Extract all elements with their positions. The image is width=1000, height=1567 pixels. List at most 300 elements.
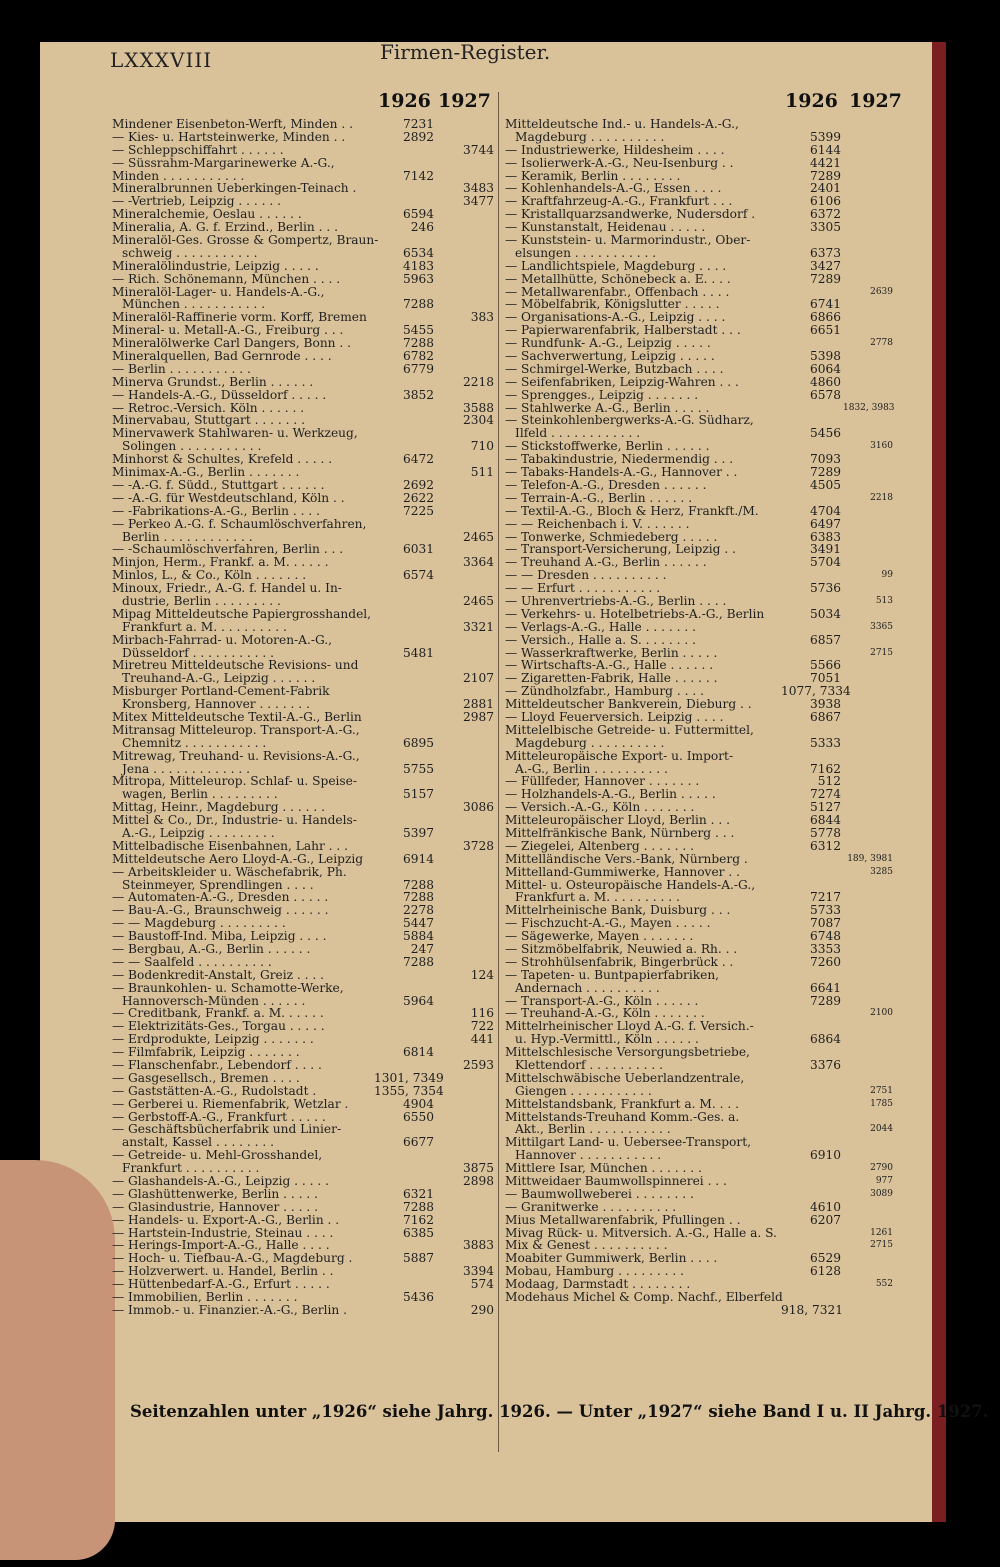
register-entry (112, 466, 492, 479)
entry-name: Mittel & Co., Dr., Industrie- u. Handels- (112, 813, 357, 828)
entry-1926-ref: 6312 (809, 838, 841, 853)
entry-name: — Transport-A.-G., Köln . . . . . . (505, 993, 699, 1008)
entry-name: Hannover . . . . . . . . . . . (515, 1148, 662, 1163)
entry-1926-ref: 7051 (809, 671, 841, 686)
footer-note: Seitenzahlen unter „1926“ siehe Jahrg. 1926. — Unter „1927“ siehe Band I u. II Jahrg. 1927. (130, 1402, 989, 1421)
entry-name: — Glashandels-A.-G., Leipzig . . . . . (112, 1174, 330, 1189)
entry-name: — Holzhandels-A.-G., Berlin . . . . . (505, 787, 716, 802)
register-entry (505, 853, 900, 866)
register-entry (112, 376, 492, 389)
entry-1927-ref: 441 (470, 1032, 494, 1047)
register-entry (112, 1304, 492, 1317)
entry-1926-ref: 6864 (809, 1032, 841, 1047)
register-entry (112, 595, 492, 608)
register-entry (505, 1188, 900, 1201)
entry-name: — Süssrahm-Margarinewerke A.-G., (112, 155, 335, 170)
entry-1926-ref: 3491 (809, 542, 841, 557)
entry-name: Jena . . . . . . . . . . . . . (122, 761, 250, 776)
entry-name: — Seifenfabriken, Leipzig-Wahren . . . (505, 374, 739, 389)
entry-name: Minoux, Friedr., A.-G. f. Handel u. In- (112, 581, 342, 596)
register-entry (505, 118, 900, 131)
entry-1926-ref: 4505 (809, 477, 841, 492)
entry-1927-ref: 2881 (462, 697, 494, 712)
entry-1927-ref: 2304 (462, 413, 494, 428)
entry-name: Modaag, Darmstadt . . . . . . . . (505, 1277, 691, 1292)
entry-1927-ref: 3086 (462, 800, 494, 815)
entry-name: — Flanschenfabr., Lebendorf . . . . (112, 1058, 322, 1073)
register-entry (505, 1072, 900, 1085)
entry-1926-ref: 6144 (809, 142, 841, 157)
entry-1927-ref: 99 (881, 570, 893, 581)
entry-name: — Metallwarenfabr., Offenbach . . . . (505, 284, 730, 299)
register-entry (112, 982, 492, 995)
entry-1926-ref: 6641 (809, 980, 841, 995)
register-entry (505, 1214, 900, 1227)
entry-1926-ref: 7288 (402, 1199, 434, 1214)
entry-name: Minimax-A.-G., Berlin . . . . . . . (112, 465, 300, 480)
entry-name: — Kristallquarzsandwerke, Nudersdorf . (505, 207, 756, 222)
register-entry (505, 1175, 900, 1188)
entry-name: — Kunstanstalt, Heidenau . . . . . (505, 220, 706, 235)
entry-name: — Terrain-A.-G., Berlin . . . . . . (505, 490, 693, 505)
entry-name: — Gerbstoff-A.-G., Frankfurt . . . . . (112, 1109, 326, 1124)
entry-1926-ref: 5566 (809, 658, 841, 673)
entry-1926-ref: 7288 (402, 954, 434, 969)
entry-1927-ref: 124 (470, 967, 494, 982)
entry-1926-ref: 5778 (809, 825, 841, 840)
entry-1926-ref: 7260 (809, 954, 841, 969)
register-entry (112, 1291, 492, 1304)
entry-1926-ref: 512 (817, 774, 841, 789)
entry-1926-ref: 5447 (402, 916, 434, 931)
entry-name: — Stickstoffwerke, Berlin . . . . . . (505, 439, 710, 454)
entry-1926-ref: 7289 (809, 465, 841, 480)
register-entry (112, 827, 492, 840)
register-entry (112, 479, 492, 492)
register-entry (505, 1085, 900, 1098)
register-entry (505, 608, 900, 621)
entry-1926-ref: 4860 (809, 374, 841, 389)
register-entry (112, 363, 492, 376)
register-entry (112, 234, 492, 247)
entry-name: — Erdprodukte, Leipzig . . . . . . . (112, 1032, 314, 1047)
entry-name: — Zigaretten-Fabrik, Halle . . . . . . (505, 671, 718, 686)
entry-name: anstalt, Kassel . . . . . . . . (122, 1135, 275, 1150)
entry-1926-ref: 3376 (809, 1058, 841, 1073)
entry-name: — Glashüttenwerke, Berlin . . . . . (112, 1186, 318, 1201)
entry-1927-ref: 511 (470, 465, 494, 480)
entry-1926-ref: 4421 (809, 155, 841, 170)
page-title: Firmen-Register. (380, 40, 551, 64)
entry-1926-ref: 6031 (402, 542, 434, 557)
entry-name: — Verkehrs- u. Hotelbetriebs-A.-G., Berlin (505, 606, 765, 621)
register-entry (112, 260, 492, 273)
entry-1926-ref: 3938 (809, 697, 841, 712)
entry-1927-ref: 116 (470, 1006, 494, 1021)
register-entry (112, 1175, 492, 1188)
entry-name: Miretreu Mitteldeutsche Revisions- und (112, 658, 359, 673)
entry-name: Minden . . . . . . . . . . . (112, 168, 245, 183)
entry-name: Frankfurt . . . . . . . . . . (122, 1161, 260, 1176)
entry-1926-ref: 6779 (402, 361, 434, 376)
entry-1926-ref: 6550 (402, 1109, 434, 1124)
entry-1926-ref: 7087 (809, 916, 841, 931)
entry-1926-ref: 5034 (809, 606, 841, 621)
entry-name: Mittag, Heinr., Magdeburg . . . . . . (112, 800, 326, 815)
register-entry (112, 1188, 492, 1201)
column-divider (498, 92, 499, 1452)
entry-1926-ref: 5436 (402, 1290, 434, 1305)
entry-1927-ref: 977 (875, 1176, 893, 1187)
entry-name: — Immobilien, Berlin . . . . . . . (112, 1290, 298, 1305)
register-entry (112, 350, 492, 363)
entry-name: — Telefon-A.-G., Dresden . . . . . . (505, 477, 707, 492)
entry-name: A.-G., Berlin . . . . . . . . . . (515, 761, 668, 776)
entry-name: Mittelländische Vers.-Bank, Nürnberg . (505, 851, 748, 866)
entry-1926-ref: 7288 (402, 297, 434, 312)
entry-name: — Ziegelei, Altenberg . . . . . . . (505, 838, 694, 853)
register-entry (505, 750, 900, 763)
entry-1926-ref: 4904 (402, 1096, 434, 1111)
entry-1927-ref: 2639 (870, 286, 893, 297)
entry-name: elsungen . . . . . . . . . . . (515, 245, 657, 260)
entry-1926-ref: 6844 (809, 813, 841, 828)
entry-name: — Hoch- u. Tiefbau-A.-G., Magdeburg . (112, 1251, 353, 1266)
register-entry (505, 969, 900, 982)
entry-name: Mittel- u. Osteuropäische Handels-A.-G., (505, 877, 756, 892)
page-number: LXXXVIII (110, 48, 213, 72)
entry-name: — Hartstein-Industrie, Steinau . . . . (112, 1225, 334, 1240)
register-entry (505, 157, 900, 170)
register-entry (112, 853, 492, 866)
left-year-header (112, 90, 492, 118)
register-entry (112, 505, 492, 518)
entry-name: — Sachverwertung, Leipzig . . . . . (505, 349, 715, 364)
entry-name: — Bodenkredit-Anstalt, Greiz . . . . (112, 967, 325, 982)
entry-name: — Lloyd Feuerversich. Leipzig . . . . (505, 709, 724, 724)
entry-1927-ref: 722 (470, 1019, 494, 1034)
entry-1927-ref: 2715 (870, 1240, 893, 1251)
entry-name: — Handels- u. Export-A.-G., Berlin . . (112, 1212, 340, 1227)
register-entry (112, 1059, 492, 1072)
entry-1926-ref: 5963 (402, 271, 434, 286)
register-entry (505, 1201, 900, 1214)
register-entry (505, 1291, 900, 1304)
entry-1926-ref: 5704 (809, 555, 841, 570)
entry-name: Magdeburg . . . . . . . . . . (515, 735, 665, 750)
entry-1926-ref: 2892 (402, 129, 434, 144)
entry-name: Minervawerk Stahlwaren- u. Werkzeug, (112, 426, 358, 441)
register-entry (505, 982, 900, 995)
register-entry (505, 131, 900, 144)
entry-name: — Getreide- u. Mehl-Grosshandel, (112, 1148, 323, 1163)
register-entry (505, 711, 900, 724)
entry-1927-ref: 2100 (870, 1008, 893, 1019)
entry-1927-ref: 2465 (462, 593, 494, 608)
entry-name: — Treuhand A.-G., Berlin . . . . . . (505, 555, 707, 570)
entry-name: schweig . . . . . . . . . . . (122, 245, 258, 260)
entry-1926-ref: 5157 (402, 787, 434, 802)
register-entry (112, 1201, 492, 1214)
entry-name: Giengen . . . . . . . . . . . (515, 1083, 652, 1098)
entry-1926-ref: 5755 (402, 761, 434, 776)
entry-name: Treuhand-A.-G., Leipzig . . . . . . (122, 671, 316, 686)
register-entry (112, 157, 492, 170)
entry-1927-ref: 3883 (462, 1238, 494, 1253)
entry-1927-ref: 2715 (870, 647, 893, 658)
entry-name: — — Erfurt . . . . . . . . . . . (505, 581, 661, 596)
register-entry (505, 840, 900, 853)
entry-1926-ref: 4610 (809, 1199, 841, 1214)
entry-name: Mobau, Hamburg . . . . . . . . . (505, 1264, 684, 1279)
entry-name: — Sitzmöbelfabrik, Neuwied a. Rh. . . (505, 942, 738, 956)
entry-name: — Bau-A.-G., Braunschweig . . . . . . (112, 903, 329, 918)
entry-name: Modehaus Michel & Comp. Nachf., Elberfeld (505, 1290, 783, 1305)
entry-name: Mineralquellen, Bad Gernrode . . . . (112, 349, 332, 364)
entry-name: München . . . . . . . . . . . (122, 297, 266, 312)
entry-1927-ref: 1832, 3983 (843, 402, 895, 413)
register-entry (505, 350, 900, 363)
entry-name: Mindener Eisenbeton-Werft, Minden . . (112, 117, 353, 131)
entry-1926-ref: 2692 (402, 477, 434, 492)
entry-name: Mineralölindustrie, Leipzig . . . . . (112, 258, 319, 273)
entry-1926-ref: 6748 (809, 929, 841, 944)
entry-name: Chemnitz . . . . . . . . . . . (122, 735, 267, 750)
entry-1926-ref: 6594 (402, 207, 434, 222)
entry-1926-ref: 7231 (402, 117, 434, 131)
entry-name: — Möbelfabrik, Königslutter . . . . . (505, 297, 720, 312)
entry-1927-ref: 3321 (462, 619, 494, 634)
register-entry (505, 518, 900, 531)
register-entry (112, 389, 492, 402)
entry-name: — Sägewerke, Mayen . . . . . . . (505, 929, 694, 944)
register-entry (112, 492, 492, 505)
entry-name: Minlos, L., & Co., Köln . . . . . . . (112, 568, 307, 583)
entry-1926-ref: 2278 (402, 903, 434, 918)
entry-name: — Uhrenvertriebs-A.-G., Berlin . . . . (505, 593, 727, 608)
register-entry (112, 608, 492, 621)
entry-1926-ref: 5127 (809, 800, 841, 815)
entry-1926-ref: 6782 (402, 349, 434, 364)
entry-name: Mittweidaer Baumwollspinnerei . . . (505, 1174, 727, 1189)
entry-name: Mitteleuropäischer Lloyd, Berlin . . . (505, 813, 730, 828)
entry-1927-ref: 513 (875, 595, 893, 606)
entry-name: Minjon, Herm., Frankf. a. M. . . . . . (112, 555, 329, 570)
entry-name: — Granitwerke . . . . . . . . . . (505, 1199, 677, 1214)
entry-1927-ref: 3875 (462, 1161, 494, 1176)
entry-name: Mineralbrunnen Ueberkingen-Teinach . (112, 181, 357, 196)
entry-name: Mittelrheinische Bank, Duisburg . . . (505, 903, 731, 918)
left-year-1926: 1926 (378, 90, 431, 112)
register-entry (505, 466, 900, 479)
entry-name: — Papierwarenfabrik, Halberstadt . . . (505, 323, 741, 338)
register-entry (112, 737, 492, 750)
entry-name: — Textil-A.-G., Bloch & Herz, Frankft./M. (505, 503, 759, 518)
register-entry (112, 711, 492, 724)
entry-name: Mittelfränkische Bank, Nürnberg . . . (505, 825, 735, 840)
entry-1926-ref: 6578 (809, 387, 841, 402)
register-entry (112, 1214, 492, 1227)
entry-1926-ref: 6497 (809, 516, 841, 531)
entry-1927-ref: 2044 (870, 1124, 893, 1135)
entry-1927-ref: 3089 (870, 1188, 893, 1199)
entry-name: Frankfurt a. M. . . . . . . . . . (122, 619, 287, 634)
register-entry (112, 969, 492, 982)
entry-1927-ref: 290 (470, 1302, 494, 1317)
entry-name: — Wasserkraftwerke, Berlin . . . . . (505, 645, 718, 660)
entry-1926-ref: 5456 (809, 426, 841, 441)
right-year-header (505, 90, 900, 118)
entry-name: Mivag Rück- u. Mitversich. A.-G., Halle a. S. (505, 1225, 777, 1240)
register-entry (505, 827, 900, 840)
entry-name: — Holzverwert. u. Handel, Berlin . . (112, 1264, 334, 1279)
entry-name: — Wirtschafts-A.-G., Halle . . . . . . (505, 658, 714, 673)
entry-name: — Strohhülsenfabrik, Bingerbrück . . (505, 954, 734, 969)
entry-1927-ref: 2218 (870, 492, 893, 503)
entry-name: Mittelschlesische Versorgungsbetriebe, (505, 1045, 750, 1060)
entry-1926-ref: 5733 (809, 903, 841, 918)
entry-1926-ref: 7162 (402, 1212, 434, 1227)
entry-name: — Kohlenhandels-A.-G., Essen . . . . (505, 181, 722, 196)
right-column (505, 90, 900, 1317)
entry-name: Mix & Genest . . . . . . . . . . (505, 1238, 668, 1253)
entry-1926-ref: 6910 (809, 1148, 841, 1163)
entry-name: — Creditbank, Frankf. a. M. . . . . . (112, 1006, 324, 1021)
register-entry (112, 273, 492, 286)
right-year-1926: 1926 (785, 90, 838, 112)
entry-name: — Geschäftsbücherfabrik und Linier- (112, 1122, 342, 1137)
entry-name: — Bergbau, A.-G., Berlin . . . . . . (112, 942, 311, 956)
entry-1926-ref: 5455 (402, 323, 434, 338)
register-entry (505, 1059, 900, 1072)
entry-1926-ref: 5333 (809, 735, 841, 750)
entry-name: — Fischzucht-A.-G., Mayen . . . . . (505, 916, 711, 931)
entry-name: Mitteldeutsche Ind.- u. Handels-A.-G., (505, 117, 739, 131)
entry-name: Mitrewag, Treuhand- u. Revisions-A.-G., (112, 748, 360, 763)
entry-1927-ref: 2593 (462, 1058, 494, 1073)
entry-name: — Kunststein- u. Marmorindustr., Ober- (505, 233, 751, 248)
entry-name: — Baustoff-Ind. Miba, Leipzig . . . . (112, 929, 327, 944)
entry-name: — Perkeo A.-G. f. Schaumlöschverfahren, (112, 516, 367, 531)
register-entry (505, 1304, 900, 1317)
entry-name: Misburger Portland-Cement-Fabrik (112, 684, 330, 699)
entry-1926-ref: 7289 (809, 168, 841, 183)
entry-1926-ref: 6372 (809, 207, 841, 222)
entry-name: Mitransag Mitteleurop. Transport-A.-G., (112, 722, 360, 737)
entry-1927-ref: 710 (470, 439, 494, 454)
register-entry (112, 943, 492, 956)
entry-1926-ref: 2622 (402, 490, 434, 505)
entry-name: — Glasindustrie, Hannover . . . . . (112, 1199, 319, 1214)
entry-name: — Immob.- u. Finanzier.-A.-G., Berlin . (112, 1302, 348, 1317)
entry-1926-ref: 3427 (809, 258, 841, 273)
entry-name: Mirbach-Fahrrad- u. Motoren-A.-G., (112, 632, 333, 647)
entry-name: Mitteldeutsche Aero Lloyd-A.-G., Leipzig (112, 851, 364, 866)
register-entry (505, 247, 900, 260)
register-entry (112, 144, 492, 157)
entry-1926-ref: 7288 (402, 877, 434, 892)
entry-name: wagen, Berlin . . . . . . . . . (122, 787, 278, 802)
entry-1926-ref: 7225 (402, 503, 434, 518)
entry-name: Mineral- u. Metall-A.-G., Freiburg . . . (112, 323, 344, 338)
left-column (112, 90, 492, 1317)
register-entry (505, 956, 900, 969)
entry-1926-ref: 5736 (809, 581, 841, 596)
entry-1926-ref: 5397 (402, 825, 434, 840)
entry-1926-ref: 246 (410, 220, 434, 235)
entry-1927-ref: 383 (470, 310, 494, 325)
entry-1926-ref: 5481 (402, 645, 434, 660)
register-entry (505, 737, 900, 750)
entry-name: — Berlin . . . . . . . . . . . (112, 361, 251, 376)
entry-name: Mittilgart Land- u. Uebersee-Transport, (505, 1135, 751, 1150)
entry-name: Berlin . . . . . . . . . . . . (122, 529, 253, 544)
entry-name: Minerva Grundst., Berlin . . . . . . (112, 374, 314, 389)
entry-1926-ref: 7162 (809, 761, 841, 776)
register-entry (505, 505, 900, 518)
register-entry (505, 724, 900, 737)
entry-name: — -Vertrieb, Leipzig . . . . . . (112, 194, 282, 209)
entry-name: Kronsberg, Hannover . . . . . . . (122, 697, 310, 712)
entry-1926-ref: 6914 (402, 851, 434, 866)
entry-name: Mittelschwäbische Ueberlandzentrale, (505, 1070, 745, 1085)
entry-name: — Verlags-A.-G., Halle . . . . . . . (505, 619, 696, 634)
entry-1927-ref: 2465 (462, 529, 494, 544)
entry-name: Mittelstandsbank, Frankfurt a. M. . . . (505, 1096, 740, 1111)
register-entry (112, 1072, 492, 1085)
entry-name: — Gerberei u. Riemenfabrik, Wetzlar . (112, 1096, 349, 1111)
entry-1926-ref: 918, 7321 (781, 1302, 844, 1317)
entry-name: Mittelland-Gummiwerke, Hannover . . (505, 864, 740, 879)
entry-name: — Baumwollweberei . . . . . . . . (505, 1186, 694, 1201)
entry-name: — — Reichenbach i. V. . . . . . . (505, 516, 690, 531)
entry-name: — -Fabrikations-A.-G., Berlin . . . . (112, 503, 320, 518)
right-year-1927: 1927 (849, 90, 902, 112)
register-entry (112, 724, 492, 737)
entry-name: Mineralia, A. G. f. Erzind., Berlin . . . (112, 220, 338, 235)
entry-1927-ref: 189, 3981 (847, 853, 893, 864)
entry-name: — -A.-G. f. Südd., Stuttgart . . . . . . (112, 477, 325, 492)
register-entry (505, 363, 900, 376)
entry-name: — Tabaks-Handels-A.-G., Hannover . . (505, 465, 738, 480)
entry-1926-ref: 7274 (809, 787, 841, 802)
entry-name: — Treuhand-A.-G., Köln . . . . . . . (505, 1006, 705, 1021)
book-spine (932, 42, 946, 1522)
entry-1926-ref: 6207 (809, 1212, 841, 1227)
entry-name: — Zündholzfabr., Hamburg . . . . (505, 684, 704, 699)
entry-name: — Versich., Halle a. S. . . . . . . . (505, 632, 697, 647)
entry-name: — Retroc.-Versich. Köln . . . . . . (112, 400, 305, 415)
entry-name: Mineralöl-Lager- u. Handels-A.-G., (112, 284, 325, 299)
entry-name: Düsseldorf . . . . . . . . . . . (122, 645, 274, 660)
entry-name: Solingen . . . . . . . . . . . (122, 439, 262, 454)
entry-name: — Kraftfahrzeug-A.-G., Frankfurt . . . (505, 194, 733, 209)
entry-1927-ref: 2218 (462, 374, 494, 389)
entry-name: Klettendorf . . . . . . . . . . (515, 1058, 664, 1073)
entry-name: Akt., Berlin . . . . . . . . . . . (515, 1122, 671, 1137)
entry-name: — Schmirgel-Werke, Butzbach . . . . (505, 361, 724, 376)
entry-name: dustrie, Berlin . . . . . . . . . (122, 593, 281, 608)
entry-name: Frankfurt a. M. . . . . . . . . . (515, 890, 680, 905)
entry-name: — Organisations-A.-G., Leipzig . . . . (505, 310, 726, 325)
entry-1927-ref: 3364 (462, 555, 494, 570)
entry-1926-ref: 3305 (809, 220, 841, 235)
thumb (0, 1160, 115, 1560)
entry-name: Mitropa, Mitteleurop. Schlaf- u. Speise- (112, 774, 358, 789)
entry-1926-ref: 6128 (809, 1264, 841, 1279)
entry-1926-ref: 7288 (402, 336, 434, 351)
entry-name: — — Dresden . . . . . . . . . . (505, 568, 667, 583)
